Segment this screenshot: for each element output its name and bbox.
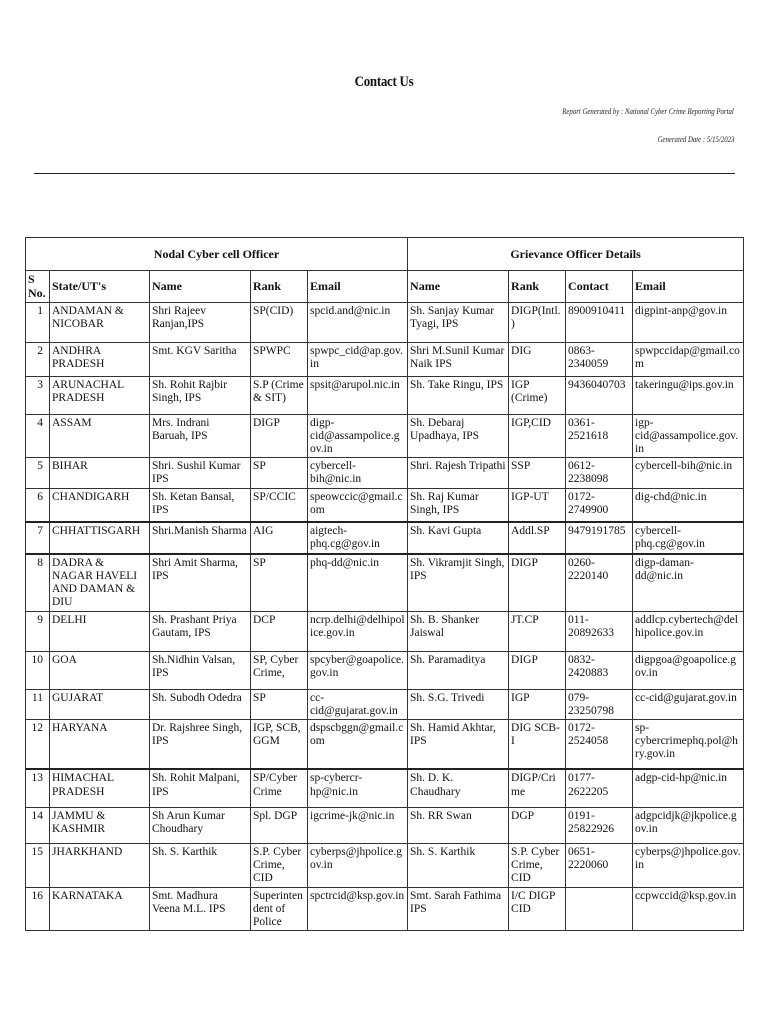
cell-state: BIHAR [50, 458, 150, 488]
cell-nodal-email: cc-cid@gujarat.gov.in [308, 689, 408, 719]
cell-state: HIMACHAL PRADESH [50, 769, 150, 807]
cell-nodal-email: speowccic@gmail.com [308, 488, 408, 522]
table-row [26, 651, 744, 689]
cell-contact: 079-23250798 [566, 689, 633, 719]
cell-grievance-email: digp-daman-dd@nic.in [633, 554, 744, 611]
cell-nodal-email: sp-cybercr-hp@nic.in [308, 769, 408, 807]
cell-state: ANDHRA PRADESH [50, 342, 150, 376]
group-header-row [26, 238, 744, 271]
cell-grievance-email: cybercell-bih@nic.in [633, 458, 744, 488]
cell-grievance-name: Sh. S. Karthik [408, 843, 509, 887]
page-title: Contact Us [354, 74, 414, 90]
cell-grievance-rank: Addl.SP [509, 522, 566, 553]
table-row [26, 554, 744, 611]
cell-grievance-name: Sh. RR Swan [408, 807, 509, 843]
cell-nodal-name: Sh. Rohit Rajbir Singh, IPS [150, 376, 251, 414]
generated-date: Generated Date : 5/15/2023 [657, 135, 734, 144]
cell-grievance-rank: DGP [509, 807, 566, 843]
table-row [26, 522, 744, 553]
cell-grievance-rank: IGP [509, 689, 566, 719]
cell-nodal-email: dspscbggn@gmail.com [308, 719, 408, 769]
cell-contact: 9479191785 [566, 522, 633, 553]
cell-grievance-name: Sh. Paramaditya [408, 651, 509, 689]
cell-nodal-name: Shri Rajeev Ranjan,IPS [150, 302, 251, 342]
col-header-grievance-name: Name [408, 271, 509, 303]
cell-nodal-rank: IGP, SCB, GGM [251, 719, 308, 769]
cell-nodal-rank: SPWPC [251, 342, 308, 376]
cell-contact: 0863-2340059 [566, 342, 633, 376]
cell-sno: 14 [26, 807, 50, 843]
report-generated-by: Report Generated by : National Cyber Crime Reporting Portal [562, 107, 734, 116]
cell-nodal-name: Sh. Ketan Bansal, IPS [150, 488, 251, 522]
table-row [26, 414, 744, 458]
group-grievance-officer: Grievance Officer Details [408, 238, 744, 271]
contact-table [25, 237, 744, 931]
cell-nodal-rank: SP, Cyber Crime, [251, 651, 308, 689]
table-row [26, 302, 744, 342]
cell-sno: 6 [26, 488, 50, 522]
cell-contact [566, 887, 633, 931]
cell-nodal-name: Smt. KGV Saritha [150, 342, 251, 376]
table-row [26, 689, 744, 719]
table-row [26, 458, 744, 488]
cell-grievance-rank: I/C DIGP CID [509, 887, 566, 931]
cell-nodal-name: Sh. Subodh Odedra [150, 689, 251, 719]
cell-sno: 4 [26, 414, 50, 458]
cell-grievance-name: Sh. Sanjay Kumar Tyagi, IPS [408, 302, 509, 342]
cell-nodal-name: Shri Amit Sharma, IPS [150, 554, 251, 611]
cell-grievance-email: cc-cid@gujarat.gov.in [633, 689, 744, 719]
cell-nodal-rank: S.P (Crime & SIT) [251, 376, 308, 414]
cell-nodal-email: aigtech-phq.cg@gov.in [308, 522, 408, 553]
cell-grievance-email: digpint-anp@gov.in [633, 302, 744, 342]
cell-nodal-email: cyberps@jhpolice.gov.in [308, 843, 408, 887]
table-row [26, 376, 744, 414]
cell-grievance-email: cybercell-phq.cg@gov.in [633, 522, 744, 553]
cell-grievance-rank: IGP (Crime) [509, 376, 566, 414]
col-header-sno: S No. [26, 271, 50, 303]
cell-grievance-name: Sh. Kavi Gupta [408, 522, 509, 553]
cell-nodal-rank: SP/Cyber Crime [251, 769, 308, 807]
table-row [26, 843, 744, 887]
cell-nodal-rank: DCP [251, 611, 308, 651]
cell-state: HARYANA [50, 719, 150, 769]
cell-state: JHARKHAND [50, 843, 150, 887]
col-header-contact: Contact [566, 271, 633, 303]
cell-contact: 011-20892633 [566, 611, 633, 651]
cell-grievance-email: digpgoa@goapolice.gov.in [633, 651, 744, 689]
table-row [26, 719, 744, 769]
cell-grievance-rank: SSP [509, 458, 566, 488]
cell-grievance-name: Sh. D. K. Chaudhary [408, 769, 509, 807]
cell-nodal-name: Sh Arun Kumar Choudhary [150, 807, 251, 843]
table-body [26, 302, 744, 931]
cell-nodal-rank: SP(CID) [251, 302, 308, 342]
cell-grievance-email: adgpcidjk@jkpolice.gov.in [633, 807, 744, 843]
cell-grievance-rank: DIGP [509, 554, 566, 611]
cell-grievance-rank: IGP-UT [509, 488, 566, 522]
cell-grievance-name: Sh. Hamid Akhtar, IPS [408, 719, 509, 769]
cell-nodal-name: Sh. Rohit Malpani, IPS [150, 769, 251, 807]
col-header-nodal-name: Name [150, 271, 251, 303]
cell-nodal-rank: DIGP [251, 414, 308, 458]
cell-contact: 0832-2420883 [566, 651, 633, 689]
column-header-row [26, 271, 744, 303]
cell-grievance-email: dig-chd@nic.in [633, 488, 744, 522]
cell-grievance-rank: S.P. Cyber Crime, CID [509, 843, 566, 887]
cell-contact: 0361-2521618 [566, 414, 633, 458]
table-row [26, 488, 744, 522]
cell-grievance-rank: IGP,CID [509, 414, 566, 458]
cell-state: ARUNACHAL PRADESH [50, 376, 150, 414]
col-header-nodal-email: Email [308, 271, 408, 303]
cell-grievance-rank: DIG [509, 342, 566, 376]
cell-nodal-name: Sh.Nidhin Valsan, IPS [150, 651, 251, 689]
cell-nodal-name: Mrs. Indrani Baruah, IPS [150, 414, 251, 458]
cell-nodal-name: Sh. S. Karthik [150, 843, 251, 887]
cell-grievance-name: Sh. Debaraj Upadhaya, IPS [408, 414, 509, 458]
cell-state: CHHATTISGARH [50, 522, 150, 553]
cell-sno: 10 [26, 651, 50, 689]
table-row [26, 887, 744, 931]
cell-contact: 8900910411 [566, 302, 633, 342]
cell-grievance-name: Sh. B. Shanker Jaiswal [408, 611, 509, 651]
cell-sno: 13 [26, 769, 50, 807]
cell-nodal-name: Shri. Sushil Kumar IPS [150, 458, 251, 488]
cell-grievance-email: igp-cid@assampolice.gov.in [633, 414, 744, 458]
cell-grievance-name: Sh. Raj Kumar Singh, IPS [408, 488, 509, 522]
col-header-state: State/UT's [50, 271, 150, 303]
header-divider [34, 173, 735, 174]
col-header-grievance-email: Email [633, 271, 744, 303]
cell-nodal-rank: AIG [251, 522, 308, 553]
cell-sno: 8 [26, 554, 50, 611]
cell-grievance-rank: DIGP [509, 651, 566, 689]
cell-grievance-rank: JT.CP [509, 611, 566, 651]
cell-state: DELHI [50, 611, 150, 651]
cell-nodal-email: digp-cid@assampolice.gov.in [308, 414, 408, 458]
cell-grievance-name: Smt. Sarah Fathima IPS [408, 887, 509, 931]
cell-nodal-rank: SP [251, 554, 308, 611]
cell-sno: 1 [26, 302, 50, 342]
cell-state: ASSAM [50, 414, 150, 458]
cell-grievance-name: Shri M.Sunil Kumar Naik IPS [408, 342, 509, 376]
cell-nodal-email: spwpc_cid@ap.gov.in [308, 342, 408, 376]
cell-grievance-name: Shri. Rajesh Tripathi [408, 458, 509, 488]
cell-nodal-email: ncrp.delhi@delhipolice.gov.in [308, 611, 408, 651]
table-row [26, 807, 744, 843]
cell-grievance-name: Sh. S.G. Trivedi [408, 689, 509, 719]
cell-grievance-rank: DIGP(Intl.) [509, 302, 566, 342]
cell-nodal-rank: SP/CCIC [251, 488, 308, 522]
cell-nodal-email: spsit@arupol.nic.in [308, 376, 408, 414]
cell-nodal-rank: SP [251, 458, 308, 488]
cell-grievance-email: ccpwccid@ksp.gov.in [633, 887, 744, 931]
col-header-grievance-rank: Rank [509, 271, 566, 303]
cell-sno: 16 [26, 887, 50, 931]
cell-nodal-rank: SP [251, 689, 308, 719]
cell-state: JAMMU & KASHMIR [50, 807, 150, 843]
cell-sno: 5 [26, 458, 50, 488]
cell-contact: 0172-2749900 [566, 488, 633, 522]
cell-grievance-email: spwpccidap@gmail.com [633, 342, 744, 376]
cell-nodal-name: Sh. Prashant Priya Gautam, IPS [150, 611, 251, 651]
cell-contact: 0177-2622205 [566, 769, 633, 807]
col-header-nodal-rank: Rank [251, 271, 308, 303]
cell-sno: 7 [26, 522, 50, 553]
cell-contact: 0191-25822926 [566, 807, 633, 843]
cell-contact: 0612-2238098 [566, 458, 633, 488]
cell-sno: 9 [26, 611, 50, 651]
cell-nodal-email: spcid.and@nic.in [308, 302, 408, 342]
cell-nodal-name: Smt. Madhura Veena M.L. IPS [150, 887, 251, 931]
cell-nodal-rank: Superintendent of Police [251, 887, 308, 931]
cell-nodal-email: spcyber@goapolice.gov.in [308, 651, 408, 689]
cell-nodal-rank: Spl. DGP [251, 807, 308, 843]
cell-grievance-email: takeringu@ips.gov.in [633, 376, 744, 414]
cell-grievance-email: cyberps@jhpolice.gov.in [633, 843, 744, 887]
group-nodal-officer: Nodal Cyber cell Officer [26, 238, 408, 271]
cell-grievance-rank: DIG SCB-I [509, 719, 566, 769]
cell-nodal-rank: S.P. Cyber Crime, CID [251, 843, 308, 887]
cell-grievance-name: Sh. Vikramjit Singh, IPS [408, 554, 509, 611]
cell-state: CHANDIGARH [50, 488, 150, 522]
table-row [26, 769, 744, 807]
cell-grievance-email: sp-cybercrimephq.pol@hry.gov.in [633, 719, 744, 769]
cell-contact: 0172-2524058 [566, 719, 633, 769]
cell-state: ANDAMAN & NICOBAR [50, 302, 150, 342]
cell-sno: 2 [26, 342, 50, 376]
cell-sno: 3 [26, 376, 50, 414]
cell-state: DADRA & NAGAR HAVELI AND DAMAN & DIU [50, 554, 150, 611]
cell-nodal-email: spctrcid@ksp.gov.in [308, 887, 408, 931]
cell-grievance-rank: DIGP/Crime [509, 769, 566, 807]
table-row [26, 611, 744, 651]
table-row [26, 342, 744, 376]
cell-nodal-email: cybercell-bih@nic.in [308, 458, 408, 488]
cell-sno: 15 [26, 843, 50, 887]
cell-grievance-name: Sh. Take Ringu, IPS [408, 376, 509, 414]
cell-nodal-name: Dr. Rajshree Singh, IPS [150, 719, 251, 769]
cell-state: GOA [50, 651, 150, 689]
cell-contact: 9436040703 [566, 376, 633, 414]
cell-nodal-name: Shri.Manish Sharma [150, 522, 251, 553]
cell-nodal-email: phq-dd@nic.in [308, 554, 408, 611]
cell-sno: 12 [26, 719, 50, 769]
cell-state: GUJARAT [50, 689, 150, 719]
cell-state: KARNATAKA [50, 887, 150, 931]
cell-contact: 0260-2220140 [566, 554, 633, 611]
cell-grievance-email: adgp-cid-hp@nic.in [633, 769, 744, 807]
cell-grievance-email: addlcp.cybertech@delhipolice.gov.in [633, 611, 744, 651]
cell-sno: 11 [26, 689, 50, 719]
cell-nodal-email: igcrime-jk@nic.in [308, 807, 408, 843]
cell-contact: 0651-2220060 [566, 843, 633, 887]
